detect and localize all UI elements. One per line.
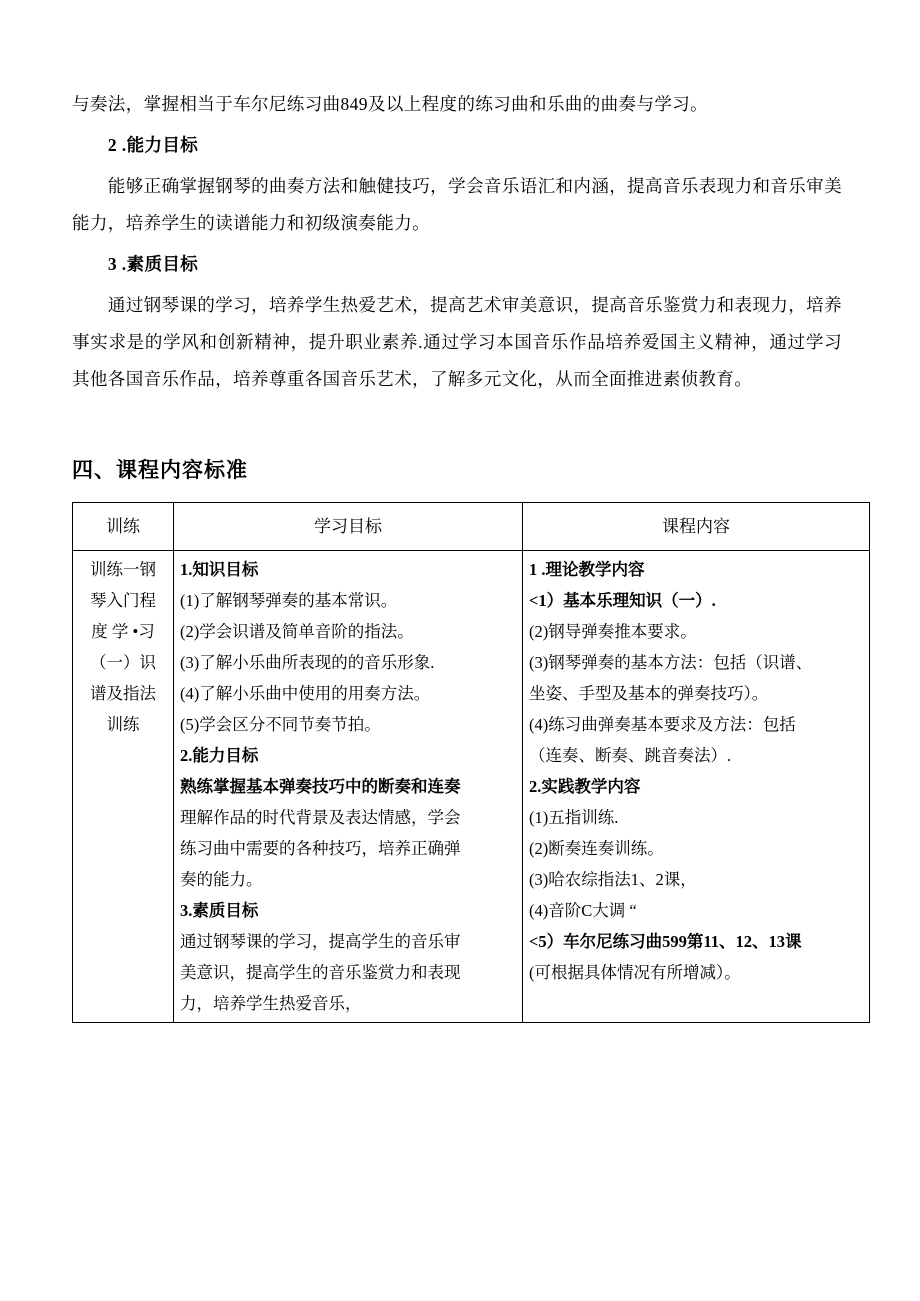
- heading-ability-goal: 2 .能力目标: [107, 135, 199, 155]
- content-line: (3)钢琴弹奏的基本方法：包括（识谱、: [529, 653, 813, 672]
- goal-line: 理解作品的时代背景及表达情感，学会: [180, 808, 461, 827]
- content-line: (可根据具体情况有所增减）。: [529, 963, 741, 982]
- content-line: (4)音阶C大调 “: [529, 901, 637, 920]
- goal-line: (1)了解钢琴弹奏的基本常识。: [180, 591, 398, 610]
- section-heading-course-content: 四、课程内容标准: [72, 458, 248, 482]
- goal-line: (5)学会区分不同节奏节拍。: [180, 715, 381, 734]
- goal-line: 3.素质目标: [180, 901, 259, 920]
- cell-learning-goal: [174, 551, 523, 1023]
- goal-line: 通过钢琴课的学习，提高学生的音乐审: [180, 932, 461, 951]
- goal-line: (3)了解小乐曲所表现的的音乐形象.: [180, 653, 435, 672]
- goal-line: 1.知识目标: [180, 560, 259, 579]
- table-header-row: [73, 503, 870, 551]
- table-header-course-content: 课程内容: [523, 503, 870, 551]
- content-line: (4)练习曲弹奏基本要求及方法：包括: [529, 715, 796, 734]
- goal-line: 熟练掌握基本弹奏技巧中的断奏和连奏: [180, 777, 461, 796]
- training-line: 谱及指法: [90, 684, 156, 703]
- content-line: <1）基本乐理知识（一）.: [529, 591, 716, 610]
- content-line: （连奏、断奏、跳音奏法）.: [529, 746, 732, 765]
- goal-line: 奏的能力。: [180, 870, 263, 889]
- cell-course-content: [523, 551, 870, 1023]
- content-line: 1 .理论教学内容: [529, 560, 645, 579]
- content-line: (2)钢导弹奏推本要求。: [529, 622, 697, 641]
- goal-line: 2.能力目标: [180, 746, 259, 765]
- goal-line: 美意识，提高学生的音乐鉴赏力和表现: [180, 963, 461, 982]
- cell-training-name: [73, 551, 174, 1023]
- table-header-learning-goal: 学习目标: [174, 503, 523, 551]
- goal-line: 练习曲中需要的各种技巧，培养正确弹: [180, 839, 461, 858]
- heading-quality-goal: 3 .素质目标: [107, 254, 199, 274]
- content-line: 坐姿、手型及基本的弹奏技巧）。: [529, 684, 769, 703]
- table-header-training: 训练: [73, 503, 174, 551]
- content-line: (1)五指训练.: [529, 808, 619, 827]
- training-line: 训练一钢: [90, 560, 156, 579]
- paragraph-continued: 与奏法，掌握相当于车尔尼练习曲849及以上程度的练习曲和乐曲的曲奏与学习。: [72, 94, 709, 114]
- content-line: (3)哈农综指法1、2课，: [529, 870, 697, 889]
- content-line: 2.实践教学内容: [529, 777, 641, 796]
- training-line: 训练: [106, 715, 140, 734]
- training-line: （一）识: [90, 653, 156, 672]
- course-content-table: [72, 502, 870, 1023]
- goal-line: 力，培养学生热爱音乐，: [180, 994, 362, 1013]
- content-line: (2)断奏连奏训练。: [529, 839, 664, 858]
- training-line: 度 学 •习: [91, 622, 155, 641]
- goal-line: (2)学会识谱及简单音阶的指法。: [180, 622, 414, 641]
- table-row: [73, 551, 870, 1023]
- paragraph-quality-goal: 通过钢琴课的学习，培养学生热爱艺术，提高艺术审美意识，提高音乐鉴赏力和表现力，培养事实求是的学风和创新精神，提升职业素养.通过学习本国音乐作品培养爱国主义精神，通过学习其他各国音乐作品，培养尊重各国音乐艺术，了解多元文化，从而全面推进素侦教育。: [72, 295, 842, 389]
- paragraph-ability-goal: 能够正确掌握钢琴的曲奏方法和触健技巧，学会音乐语汇和内涵，提高音乐表现力和音乐审美能力，培养学生的读谱能力和初级演奏能力。: [72, 176, 842, 233]
- goal-line: (4)了解小乐曲中使用的用奏方法。: [180, 684, 431, 703]
- training-line: 琴入门程: [90, 591, 156, 610]
- content-line: <5）车尔尼练习曲599第11、12、13课: [529, 932, 802, 951]
